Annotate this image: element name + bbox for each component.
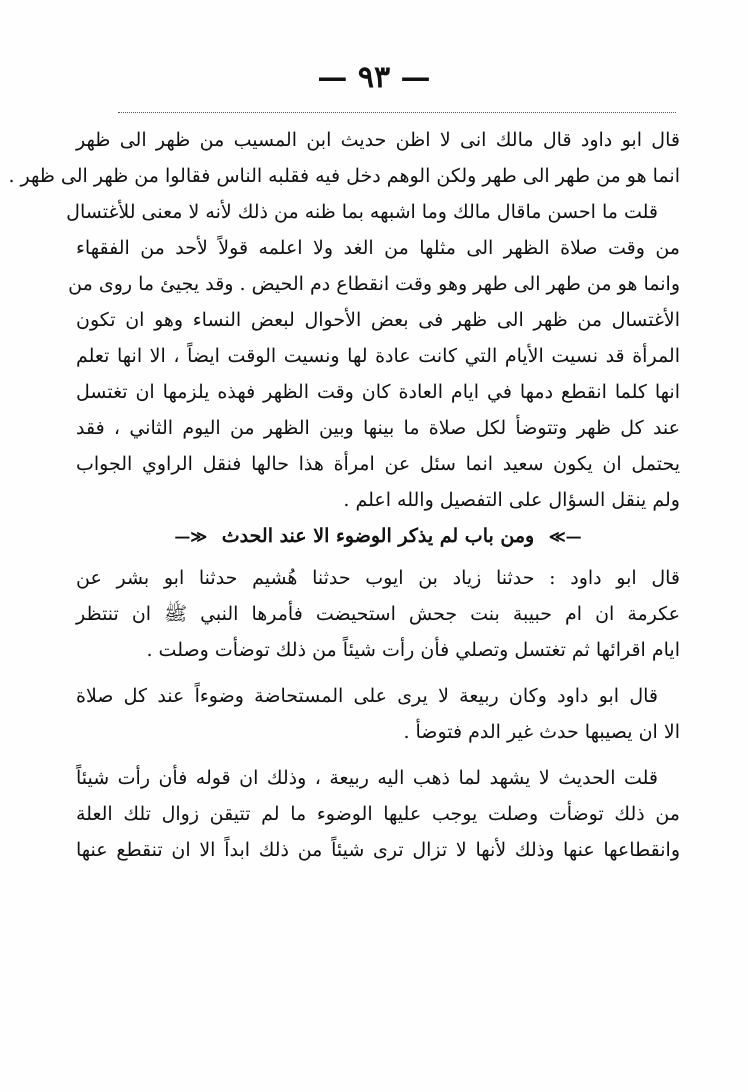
section-heading — [76, 518, 680, 554]
section-heading-text: ومن باب لم يذكر الوضوء الا عند الحدث — [221, 525, 535, 547]
text-line: من وقت صلاة الظهر الى مثلها من الغد ولا اعلمه قولاً لأحد من الفقهاء — [76, 237, 680, 259]
page-number: — ٩٣ — — [317, 60, 431, 95]
text-line: الا ان يصيبها حدث غير الدم فتوضأ . — [403, 721, 680, 743]
text-line: المرأة قد نسيت الأيام التي كانت عادة لها ونسيت الوقت ايضاً ، الا انها تعلم — [76, 345, 680, 367]
text-line: انما هو من طهر الى طهر ولكن الوهم دخل فيه فقلبه الناس فقالوا من ظهر الى ظهر . — [8, 165, 680, 187]
text-line: قال ابو داود وكان ربيعة لا يرى على المستحاضة وضوءاً عند كل صلاة — [76, 685, 658, 707]
text-line: وانما هو من طهر الى طهر وهو وقت انقطاع دم الحيض . وقد يجيئ ما روى من — [68, 273, 680, 295]
ornament-right: —≫ — [548, 527, 582, 546]
text-line: ولم ينقل السؤال على التفصيل والله اعلم . — [343, 489, 680, 511]
text-line: قال ابو داود قال مالك انى لا اظن حديث ابن المسيب من ظهر الى ظهر — [76, 129, 680, 151]
text-line: قلت ما احسن ماقال مالك وما اشبهه بما ظنه من ذلك لأنه لا معنى للأغتسال — [66, 201, 658, 223]
text-line: من ذلك توضأت وصلت يوجب عليها الوضوء ما لم تتيقن زوال تلك العلة — [76, 803, 680, 825]
text-line: وانقطاعها عنها وذلك لأنها لا تزال ترى شيئاً من ذلك ابداً الا ان تنقطع عنها — [76, 839, 680, 861]
text-line: يحتمل ان يكون سعيد انما سئل عن امرأة هذا حالها فنقل الراوي الجواب — [76, 453, 680, 475]
body-text — [8, 122, 681, 868]
text-line: قال ابو داود : حدثنا زياد بن ايوب حدثنا هُشيم حدثنا ابو بشر عن — [76, 567, 681, 589]
text-line: انها كلما انقطع دمها في ايام العادة كان وقت الظهر فهذه يلزمها ان تغتسل — [76, 381, 680, 403]
text-line: الأغتسال من ظهر الى ظهر فى بعض الأحوال لبعض النساء وهو ان تكون — [76, 309, 680, 331]
text-line: ايام اقرائها ثم تغتسل وتصلي فأن رأت شيئاً من ذلك توضأت وصلت . — [146, 639, 680, 661]
text-line: عكرمة ان ام حبيبة بنت جحش استحيضت فأمرها النبي ﷺ ان تنتظر — [76, 603, 680, 625]
ornament-left: ≪— — [174, 527, 208, 546]
header-rule — [118, 112, 676, 113]
text-line: قلت الحديث لا يشهد لما ذهب اليه ربيعة ، وذلك ان قوله فأن رأت شيئاً — [76, 767, 658, 789]
text-line: عند كل ظهر وتتوضأ لكل صلاة ما بينها وبين الظهر من اليوم الثاني ، فقد — [76, 417, 680, 439]
